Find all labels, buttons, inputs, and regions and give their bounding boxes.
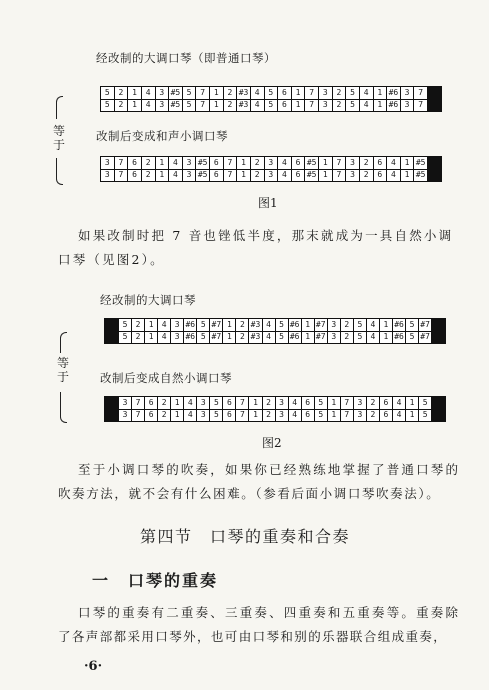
- harmonica-hole: 4: [366, 332, 379, 344]
- harmonica-hole: 3: [104, 157, 110, 167]
- harmonica-hole: 2: [141, 170, 155, 182]
- harmonica-hole: 1: [170, 410, 183, 422]
- harmonica-hole: 3: [345, 157, 359, 169]
- harmonica-hole: 4: [250, 100, 264, 112]
- fig2-harmonica-minor: [104, 396, 446, 422]
- fig1-top-row-1: [101, 87, 427, 99]
- harmonica-hole: 5: [418, 397, 431, 409]
- harmonica-hole: 2: [157, 410, 170, 422]
- harmonica-hole: 5: [353, 332, 366, 344]
- harmonica-hole: 3: [122, 410, 128, 420]
- harmonica-hole: 3: [318, 100, 332, 112]
- fig2-bottom-row-1: [119, 397, 431, 409]
- harmonica-hole: 1: [248, 397, 261, 409]
- harmonica-hole: 1: [373, 100, 387, 112]
- harmonica-end-cap: [427, 157, 441, 181]
- harmonica-hole: 1: [405, 410, 418, 422]
- harmonica-hole: 3: [353, 397, 366, 409]
- subsection-title: 一 口琴的重奏: [92, 571, 219, 590]
- harmonica-hole: #5: [168, 87, 182, 99]
- harmonica-hole: 1: [144, 332, 157, 344]
- harmonica-hole: 5: [345, 100, 359, 112]
- harmonica-hole: 6: [222, 410, 235, 422]
- harmonica-hole: 4: [288, 397, 301, 409]
- harmonica-hole: 5: [209, 397, 222, 409]
- fig1-caption-bottom: 改制后变成和声小调口琴: [96, 129, 228, 143]
- harmonica-hole: #7: [418, 332, 431, 344]
- harmonica-hole: 7: [195, 87, 209, 99]
- harmonica-hole: 1: [291, 87, 305, 99]
- paragraph3-line2: 了各声部都采用口琴外，也可由口琴和别的乐器联合组成重奏，: [58, 629, 448, 644]
- harmonica-hole: 5: [209, 410, 222, 422]
- harmonica-hole: #3: [236, 100, 250, 112]
- harmonica-hole: 6: [301, 410, 314, 422]
- harmonica-hole: 2: [235, 332, 248, 344]
- harmonica-hole: 7: [413, 87, 427, 99]
- harmonica-hole: #7: [418, 319, 431, 331]
- harmonica-hole: 3: [155, 100, 169, 112]
- harmonica-hole: 7: [114, 157, 128, 169]
- harmonica-hole: 1: [222, 319, 235, 331]
- harmonica-hole: 4: [392, 410, 405, 422]
- harmonica-hole: 1: [327, 410, 340, 422]
- fig2-side-label: 等于: [56, 356, 69, 384]
- harmonica-hole: 2: [250, 157, 264, 169]
- harmonica-hole: 4: [359, 100, 373, 112]
- harmonica-hole: 3: [400, 87, 414, 99]
- harmonica-hole: 4: [386, 157, 400, 169]
- harmonica-hole: 7: [304, 100, 318, 112]
- harmonica-hole: 7: [304, 87, 318, 99]
- harmonica-hole: 4: [250, 87, 264, 99]
- harmonica-hole: 1: [318, 157, 332, 169]
- harmonica-hole: #5: [304, 170, 318, 182]
- harmonica-hole: 7: [114, 170, 128, 182]
- harmonica-hole: 1: [405, 397, 418, 409]
- harmonica-hole: 5: [182, 100, 196, 112]
- paragraph3-line1: 口琴的重奏有二重奏、三重奏、四重奏和五重奏等。重奏除: [78, 605, 461, 620]
- section-title: 第四节 口琴的重奏和合奏: [140, 527, 351, 546]
- harmonica-hole: 5: [196, 319, 209, 331]
- harmonica-hole: #6: [386, 100, 400, 112]
- harmonica-end-cap: [431, 319, 445, 343]
- harmonica-hole: 7: [223, 157, 237, 169]
- harmonica-hole: 2: [366, 397, 379, 409]
- page-number: ·6·: [84, 659, 103, 674]
- harmonica-hole: 6: [379, 410, 392, 422]
- harmonica-hole: #6: [288, 319, 301, 331]
- harmonica-end-cap: [427, 87, 441, 111]
- harmonica-hole: 4: [157, 332, 170, 344]
- harmonica-hole: 6: [277, 87, 291, 99]
- harmonica-hole: 6: [277, 100, 291, 112]
- harmonica-hole: 4: [359, 87, 373, 99]
- harmonica-hole: 3: [327, 319, 340, 331]
- harmonica-hole: 5: [418, 410, 431, 422]
- harmonica-hole: 6: [291, 157, 305, 169]
- harmonica-hole: 4: [183, 397, 196, 409]
- paragraph1-line1: 如果改制时把 7 音也锉低半度，那末就成为一具自然小调: [78, 228, 454, 243]
- harmonica-hole: 1: [222, 332, 235, 344]
- harmonica-hole: 3: [327, 332, 340, 344]
- harmonica-hole: 7: [235, 410, 248, 422]
- harmonica-hole: 1: [400, 170, 414, 182]
- harmonica-hole: 2: [340, 332, 353, 344]
- harmonica-hole: 1: [301, 332, 314, 344]
- harmonica-end-cap: [105, 397, 119, 421]
- fig2-brace-bottom: [60, 392, 67, 423]
- paragraph1-line2: 口琴（见图2）。: [58, 252, 165, 267]
- harmonica-end-cap: [431, 397, 445, 421]
- fig2-harmonica-major: [104, 318, 446, 344]
- harmonica-hole: 7: [413, 100, 427, 112]
- harmonica-hole: 6: [373, 157, 387, 169]
- harmonica-hole: 3: [182, 170, 196, 182]
- fig2-caption-top: 经改制的大调口琴: [100, 293, 196, 307]
- harmonica-hole: 4: [262, 332, 275, 344]
- harmonica-hole: 4: [262, 319, 275, 331]
- fig2-brace-top: [60, 332, 67, 353]
- fig1-side-label: 等于: [52, 124, 65, 152]
- harmonica-hole: 7: [332, 170, 346, 182]
- harmonica-hole: 2: [359, 170, 373, 182]
- harmonica-hole: 7: [235, 397, 248, 409]
- harmonica-hole: 6: [291, 170, 305, 182]
- harmonica-hole: #6: [386, 87, 400, 99]
- harmonica-hole: 1: [236, 157, 250, 169]
- paragraph2-line2: 吹奏方法，就不会有什么困难。（参看后面小调口琴吹奏法）。: [58, 486, 441, 501]
- harmonica-hole: 3: [400, 100, 414, 112]
- harmonica-hole: 3: [318, 87, 332, 99]
- harmonica-hole: 3: [104, 170, 110, 180]
- harmonica-hole: 2: [114, 87, 128, 99]
- fig1-bottom-row-2: [101, 169, 427, 182]
- fig1-label: 图1: [258, 196, 278, 210]
- harmonica-hole: 1: [373, 87, 387, 99]
- fig1-caption-top: 经改制的大调口琴（即普通口琴）: [96, 51, 276, 65]
- harmonica-hole: #6: [288, 332, 301, 344]
- harmonica-hole: 1: [400, 157, 414, 169]
- harmonica-hole: 5: [405, 332, 418, 344]
- harmonica-hole: 5: [314, 397, 327, 409]
- harmonica-hole: 1: [379, 332, 392, 344]
- harmonica-hole: 3: [196, 410, 209, 422]
- harmonica-hole: 4: [141, 87, 155, 99]
- harmonica-hole: 5: [264, 87, 278, 99]
- harmonica-hole: 3: [155, 87, 169, 99]
- harmonica-hole: 6: [373, 170, 387, 182]
- harmonica-hole: #6: [392, 319, 405, 331]
- harmonica-hole: #5: [304, 157, 318, 169]
- harmonica-hole: 1: [209, 87, 223, 99]
- harmonica-hole: 7: [131, 397, 144, 409]
- harmonica-hole: 3: [345, 170, 359, 182]
- harmonica-hole: 4: [277, 170, 291, 182]
- harmonica-hole: 1: [327, 397, 340, 409]
- harmonica-hole: 1: [155, 170, 169, 182]
- harmonica-hole: 3: [170, 319, 183, 331]
- fig1-brace-bottom: [56, 158, 63, 185]
- harmonica-hole: 4: [277, 157, 291, 169]
- fig1-bottom-row-1: [101, 157, 427, 169]
- harmonica-hole: #3: [248, 332, 261, 344]
- harmonica-hole: 6: [127, 157, 141, 169]
- harmonica-hole: 4: [183, 410, 196, 422]
- harmonica-hole: #5: [413, 157, 427, 169]
- harmonica-hole: 4: [386, 170, 400, 182]
- harmonica-hole: 3: [353, 410, 366, 422]
- harmonica-hole: 4: [168, 157, 182, 169]
- harmonica-hole: 3: [275, 397, 288, 409]
- harmonica-hole: 6: [222, 397, 235, 409]
- harmonica-hole: 5: [196, 332, 209, 344]
- harmonica-hole: 5: [122, 319, 128, 329]
- harmonica-hole: 3: [196, 397, 209, 409]
- harmonica-hole: 1: [127, 87, 141, 99]
- harmonica-hole: 7: [340, 410, 353, 422]
- harmonica-hole: 1: [236, 170, 250, 182]
- harmonica-hole: 7: [195, 100, 209, 112]
- harmonica-hole: 4: [157, 319, 170, 331]
- harmonica-hole: 4: [168, 170, 182, 182]
- harmonica-hole: 7: [131, 410, 144, 422]
- harmonica-hole: #6: [392, 332, 405, 344]
- harmonica-hole: #7: [314, 332, 327, 344]
- harmonica-hole: #7: [209, 319, 222, 331]
- harmonica-hole: 4: [392, 397, 405, 409]
- harmonica-hole: 4: [288, 410, 301, 422]
- harmonica-hole: 7: [223, 170, 237, 182]
- fig1-harmonica-major: [100, 86, 442, 112]
- harmonica-hole: 4: [366, 319, 379, 331]
- harmonica-hole: 7: [340, 397, 353, 409]
- harmonica-hole: 2: [131, 319, 144, 331]
- harmonica-hole: 6: [209, 170, 223, 182]
- harmonica-hole: 7: [332, 157, 346, 169]
- harmonica-hole: 5: [314, 410, 327, 422]
- harmonica-hole: 2: [223, 87, 237, 99]
- harmonica-hole: 3: [264, 170, 278, 182]
- harmonica-hole: 2: [262, 410, 275, 422]
- harmonica-hole: 5: [122, 332, 128, 342]
- harmonica-hole: 1: [248, 410, 261, 422]
- fig2-top-row-2: [119, 331, 431, 344]
- fig2-bottom-row-2: [119, 409, 431, 422]
- harmonica-hole: #3: [236, 87, 250, 99]
- harmonica-hole: 3: [275, 410, 288, 422]
- harmonica-hole: 1: [318, 170, 332, 182]
- harmonica-hole: 1: [155, 157, 169, 169]
- harmonica-hole: 1: [127, 100, 141, 112]
- harmonica-hole: 1: [301, 319, 314, 331]
- harmonica-hole: 3: [264, 157, 278, 169]
- harmonica-hole: 1: [291, 100, 305, 112]
- harmonica-hole: #5: [413, 170, 427, 182]
- harmonica-hole: 1: [144, 319, 157, 331]
- paragraph2-line1: 至于小调口琴的吹奏，如果你已经熟练地掌握了普通口琴的: [78, 462, 461, 477]
- harmonica-hole: 4: [141, 100, 155, 112]
- harmonica-hole: 6: [127, 170, 141, 182]
- harmonica-hole: 5: [104, 100, 110, 110]
- harmonica-hole: 2: [262, 397, 275, 409]
- harmonica-hole: 6: [301, 397, 314, 409]
- harmonica-hole: 3: [122, 397, 128, 407]
- harmonica-hole: 2: [141, 157, 155, 169]
- harmonica-hole: #3: [248, 319, 261, 331]
- harmonica-hole: 5: [182, 87, 196, 99]
- fig2-label: 图2: [262, 436, 282, 450]
- harmonica-hole: 2: [223, 100, 237, 112]
- harmonica-hole: #5: [195, 157, 209, 169]
- harmonica-hole: 6: [379, 397, 392, 409]
- harmonica-hole: 5: [353, 319, 366, 331]
- harmonica-hole: 5: [104, 87, 110, 97]
- harmonica-hole: #6: [183, 332, 196, 344]
- harmonica-hole: #5: [168, 100, 182, 112]
- harmonica-hole: 5: [275, 332, 288, 344]
- harmonica-hole: #6: [183, 319, 196, 331]
- harmonica-hole: 5: [275, 319, 288, 331]
- harmonica-hole: 6: [144, 397, 157, 409]
- harmonica-hole: 2: [114, 100, 128, 112]
- harmonica-hole: 1: [379, 319, 392, 331]
- harmonica-hole: 5: [345, 87, 359, 99]
- harmonica-hole: 6: [209, 157, 223, 169]
- harmonica-hole: 2: [235, 319, 248, 331]
- harmonica-hole: #7: [314, 319, 327, 331]
- harmonica-hole: #7: [209, 332, 222, 344]
- harmonica-hole: 2: [340, 319, 353, 331]
- fig1-top-row-2: [101, 99, 427, 112]
- harmonica-hole: 5: [405, 319, 418, 331]
- harmonica-hole: 2: [359, 157, 373, 169]
- harmonica-hole: 3: [170, 332, 183, 344]
- fig1-brace-top: [56, 96, 63, 119]
- harmonica-hole: #5: [195, 170, 209, 182]
- fig2-caption-bottom: 改制后变成自然小调口琴: [100, 371, 232, 385]
- harmonica-hole: 2: [250, 170, 264, 182]
- harmonica-hole: 6: [144, 410, 157, 422]
- harmonica-hole: 2: [366, 410, 379, 422]
- harmonica-hole: 2: [332, 87, 346, 99]
- fig1-harmonica-minor: [100, 156, 442, 182]
- harmonica-hole: 1: [170, 397, 183, 409]
- harmonica-hole: 2: [332, 100, 346, 112]
- harmonica-hole: 3: [182, 157, 196, 169]
- fig2-top-row-1: [119, 319, 431, 331]
- harmonica-hole: 1: [209, 100, 223, 112]
- harmonica-hole: 5: [264, 100, 278, 112]
- harmonica-end-cap: [105, 319, 119, 343]
- harmonica-hole: 2: [157, 397, 170, 409]
- harmonica-hole: 2: [131, 332, 144, 344]
